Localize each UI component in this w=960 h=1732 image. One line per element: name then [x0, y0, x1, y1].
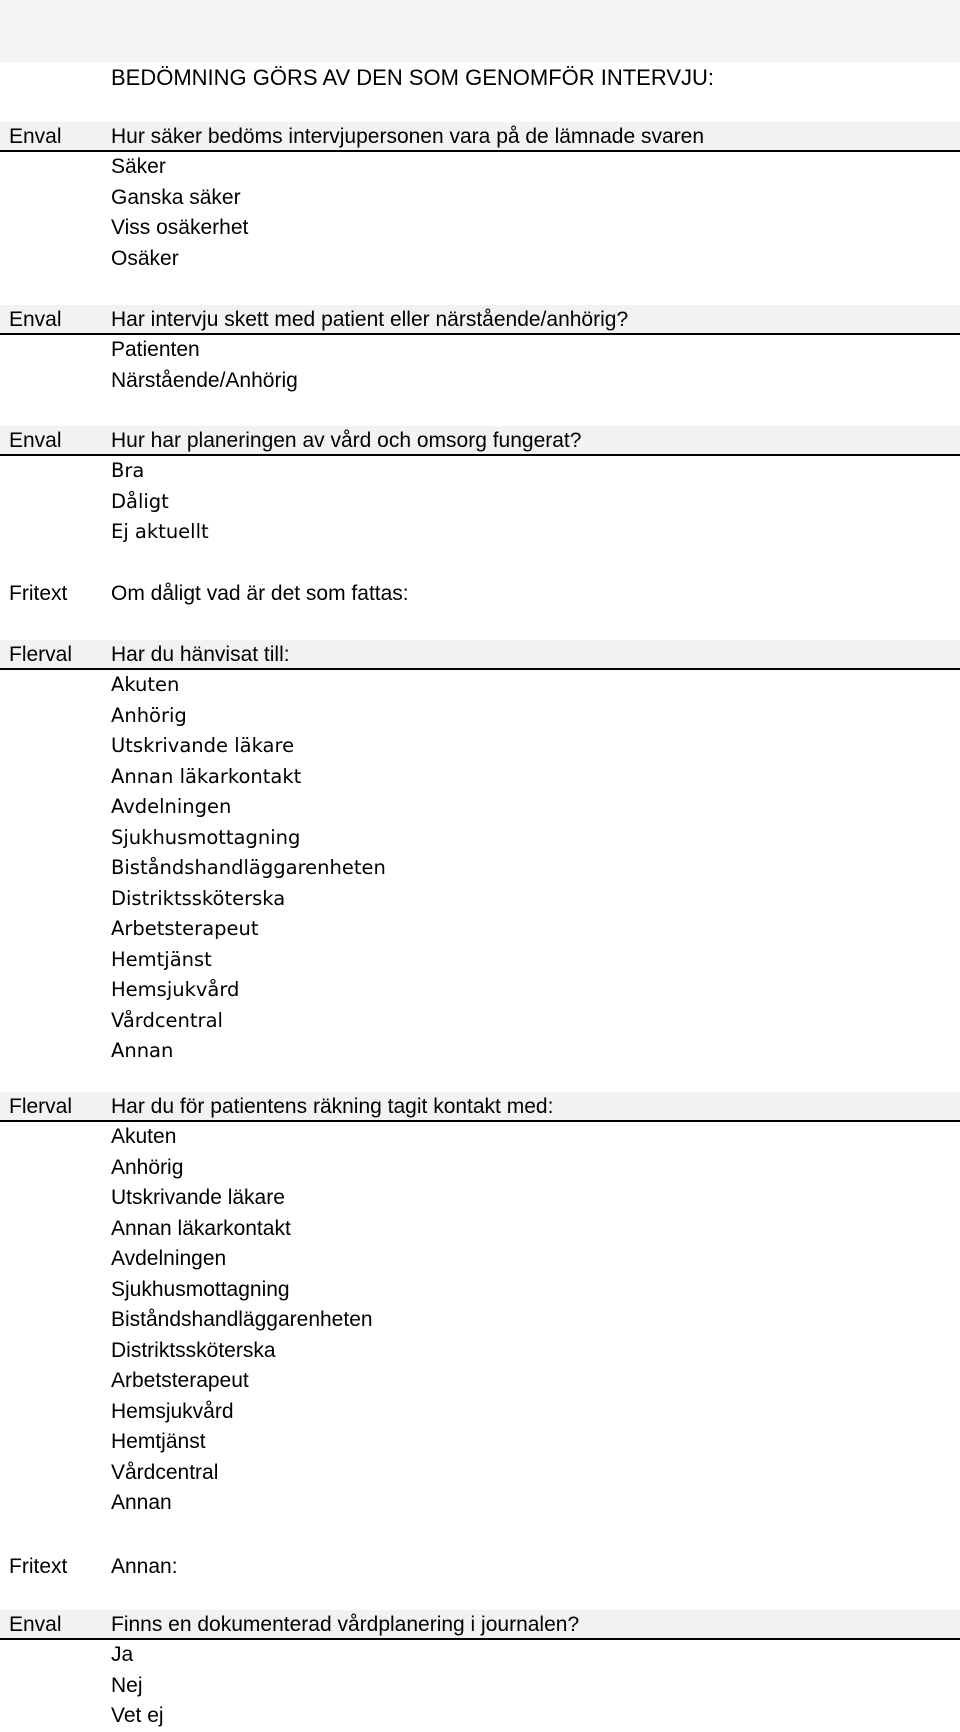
answer-options	[0, 1122, 960, 1519]
question-text: Har du hänvisat till:	[111, 643, 290, 666]
question-text: Har intervju skett med patient eller närstående/anhörig?	[111, 308, 629, 331]
question-block	[0, 1610, 960, 1732]
answer-option[interactable]: Hemsjukvård	[111, 1399, 234, 1423]
question-text: Hur har planeringen av vård och omsorg fungerat?	[111, 429, 582, 452]
question-block	[0, 426, 960, 548]
answer-option[interactable]: Annan	[111, 1491, 172, 1514]
question-type-label: Enval	[9, 1613, 62, 1636]
answer-option[interactable]: Hemtjänst	[111, 1430, 206, 1453]
question-text: Om dåligt vad är det som fattas:	[111, 582, 409, 605]
answer-option[interactable]: Anhörig	[111, 1155, 184, 1179]
answer-option[interactable]: Ja	[111, 1643, 134, 1666]
answer-option[interactable]: Akuten	[111, 673, 180, 696]
question-type-label: Enval	[9, 429, 62, 452]
answer-option[interactable]: Nej	[111, 1673, 143, 1697]
question-row	[0, 426, 960, 456]
answer-option[interactable]: Avdelningen	[111, 795, 232, 818]
answer-option[interactable]: Annan läkarkontakt	[111, 764, 302, 788]
answer-option[interactable]: Avdelningen	[111, 1247, 227, 1270]
page-top-band	[0, 0, 960, 62]
question-row	[0, 640, 960, 670]
question-block	[0, 579, 960, 609]
answer-options	[0, 456, 960, 548]
answer-options	[0, 670, 960, 1067]
question-block	[0, 640, 960, 1067]
answer-option[interactable]: Ej aktuellt	[111, 520, 209, 543]
question-block	[0, 305, 960, 396]
answer-option[interactable]: Dåligt	[111, 489, 169, 513]
answer-option[interactable]: Närstående/Anhörig	[111, 368, 298, 392]
question-block	[0, 1552, 960, 1582]
question-block	[0, 1092, 960, 1519]
question-type-label: Fritext	[9, 582, 68, 605]
question-row	[0, 305, 960, 335]
question-row	[0, 1610, 960, 1640]
question-text: Hur säker bedöms intervjupersonen vara på de lämnade svaren	[111, 125, 704, 148]
answer-option[interactable]: Utskrivande läkare	[111, 734, 295, 757]
answer-option[interactable]: Arbetsterapeut	[111, 917, 259, 940]
answer-option[interactable]: Biståndshandläggarenheten	[111, 856, 386, 879]
question-type-label: Fritext	[9, 1555, 68, 1578]
answer-option[interactable]: Akuten	[111, 1125, 177, 1148]
form-heading: BEDÖMNING GÖRS AV DEN SOM GENOMFÖR INTERVJU:	[111, 65, 715, 90]
question-type-label: Flerval	[9, 1095, 73, 1118]
question-text: Har du för patientens räkning tagit kontakt med:	[111, 1095, 554, 1118]
answer-option[interactable]: Viss osäkerhet	[111, 216, 249, 239]
question-type-label: Enval	[9, 308, 62, 331]
question-type-label: Enval	[9, 125, 62, 148]
answer-option[interactable]: Annan läkarkontakt	[111, 1216, 291, 1240]
answer-option[interactable]: Patienten	[111, 338, 200, 361]
answer-option[interactable]: Vårdcentral	[111, 1008, 223, 1032]
question-text: Finns en dokumenterad vårdplanering i journalen?	[111, 1613, 580, 1636]
answer-option[interactable]: Distriktssköterska	[111, 886, 286, 910]
answer-option[interactable]: Bra	[111, 459, 145, 482]
question-block	[0, 122, 960, 274]
question-row	[0, 579, 960, 609]
question-row	[0, 122, 960, 152]
answer-options	[0, 152, 960, 274]
answer-option[interactable]: Anhörig	[111, 703, 187, 727]
question-type-label: Flerval	[9, 643, 73, 666]
question-text: Annan:	[111, 1555, 178, 1578]
answer-option[interactable]: Vet ej	[111, 1704, 164, 1727]
answer-option[interactable]: Osäker	[111, 246, 179, 270]
answer-option[interactable]: Annan	[111, 1039, 174, 1062]
answer-option[interactable]: Biståndshandläggarenheten	[111, 1308, 373, 1331]
question-row	[0, 1092, 960, 1122]
answer-options	[0, 1640, 960, 1732]
answer-option[interactable]: Arbetsterapeut	[111, 1369, 249, 1392]
answer-option[interactable]: Distriktssköterska	[111, 1338, 276, 1362]
answer-option[interactable]: Hemsjukvård	[111, 978, 240, 1001]
answer-option[interactable]: Utskrivande läkare	[111, 1186, 285, 1209]
answer-option[interactable]: Säker	[111, 155, 166, 178]
answer-options	[0, 335, 960, 396]
answer-option[interactable]: Sjukhusmottagning	[111, 1277, 290, 1301]
answer-option[interactable]: Hemtjänst	[111, 947, 212, 971]
answer-option[interactable]: Vårdcentral	[111, 1460, 219, 1484]
answer-option[interactable]: Sjukhusmottagning	[111, 825, 301, 849]
answer-option[interactable]: Ganska säker	[111, 185, 241, 209]
question-row	[0, 1552, 960, 1582]
